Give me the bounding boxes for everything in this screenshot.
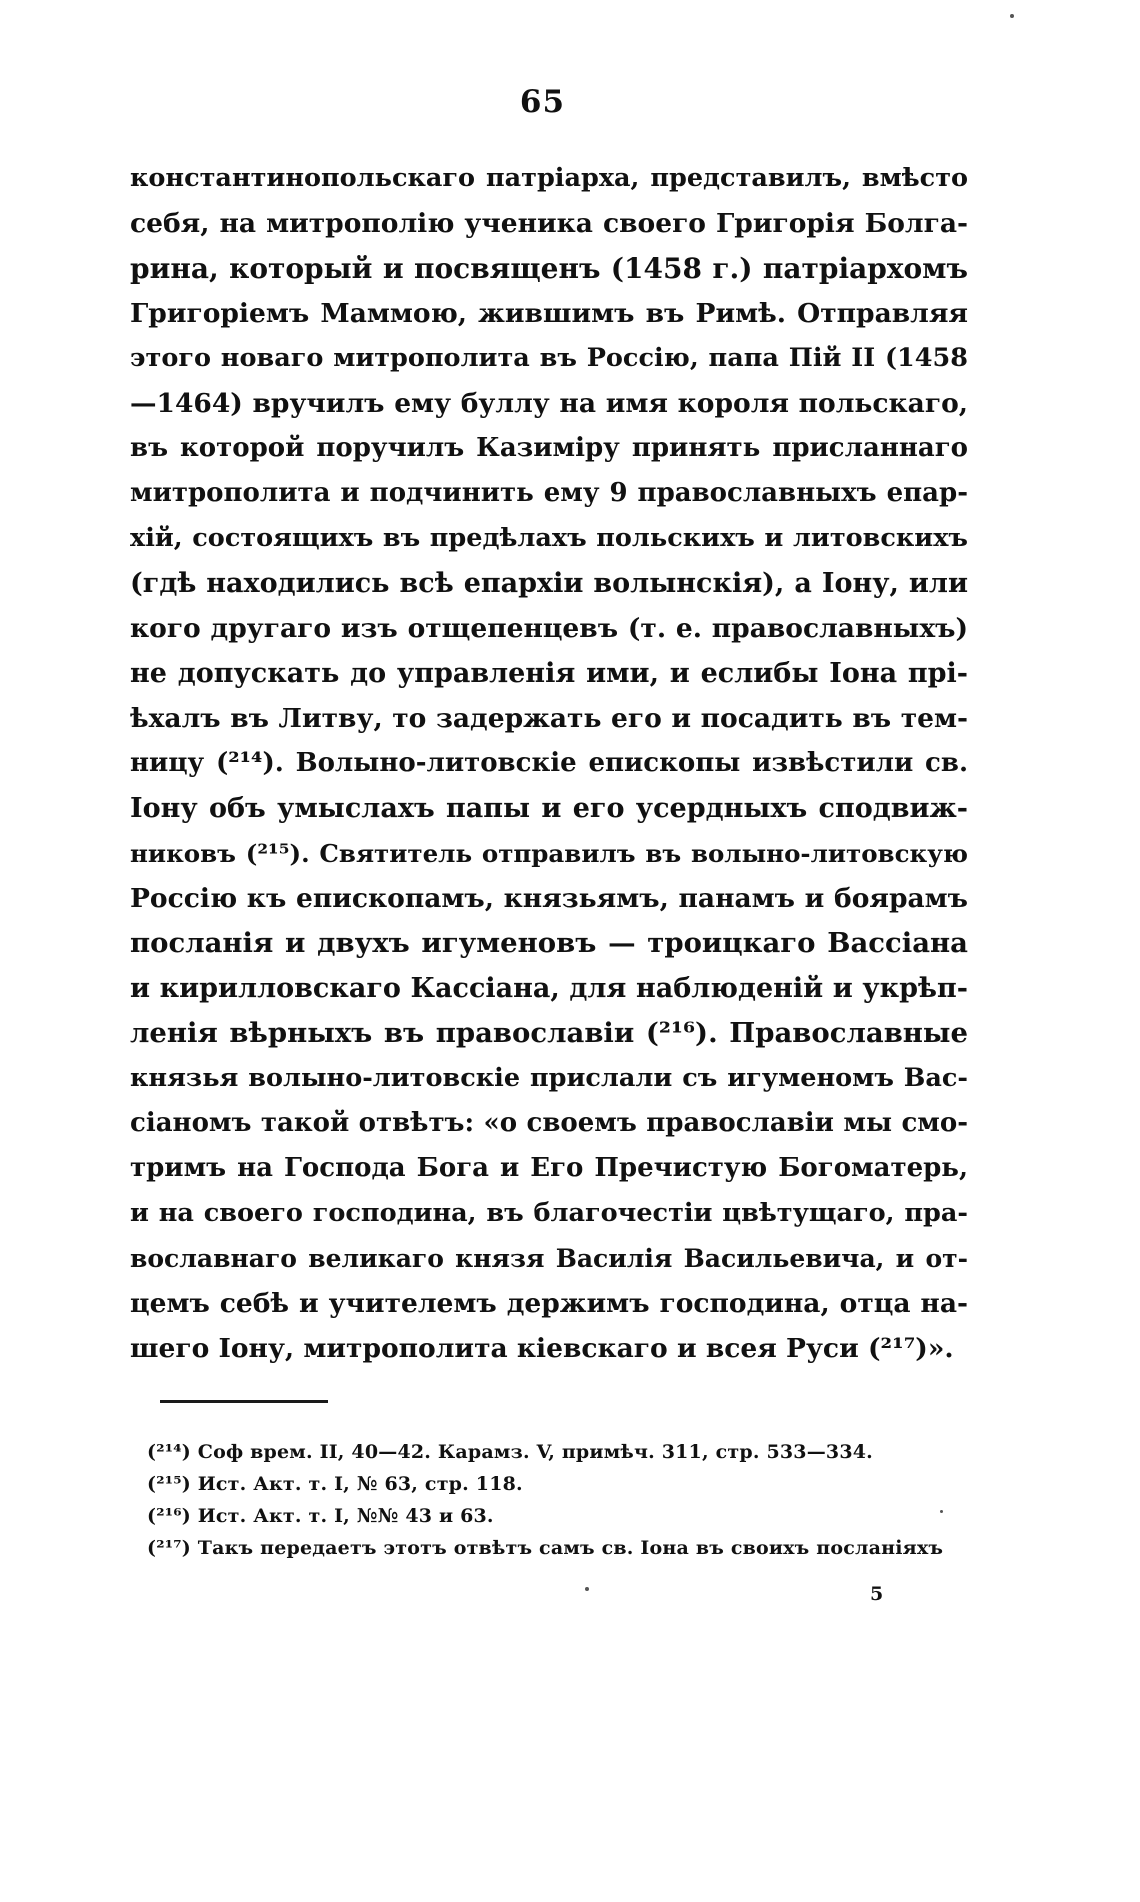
text-line: хій, состоящихъ въ предѣлахъ польскихъ и литовскихъ bbox=[130, 523, 968, 553]
text-line: митрополита и подчинить ему 9 православныхъ епар- bbox=[130, 478, 968, 508]
signature-mark: 5 bbox=[870, 1583, 884, 1605]
text-line: никовъ (²¹⁵). Святитель отправилъ въ волыно-литовскую bbox=[130, 839, 968, 868]
footnote: (²¹⁴) Соф врем. II, 40—42. Карамз. V, примѣч. 311, стр. 533—334. bbox=[147, 1441, 873, 1463]
footnote: (²¹⁵) Ист. Акт. т. I, № 63, стр. 118. bbox=[147, 1473, 523, 1495]
text-line: посланія и двухъ игуменовъ — троицкаго Вассіана bbox=[130, 927, 968, 959]
scan-speck bbox=[1010, 14, 1014, 18]
text-line: цемъ себѣ и учителемъ держимъ господина, отца на- bbox=[130, 1288, 968, 1319]
text-line: не допускать до управленія ими, и еслибы Іона прі- bbox=[130, 658, 968, 689]
text-line: константинопольскаго патріарха, представилъ, вмѣсто bbox=[130, 163, 968, 193]
text-line: Россію къ епископамъ, князьямъ, панамъ и боярамъ bbox=[130, 883, 968, 914]
footnotes bbox=[147, 1436, 967, 1564]
scan-speck bbox=[585, 1587, 589, 1591]
footnote: (²¹⁶) Ист. Акт. т. I, №№ 43 и 63. bbox=[147, 1505, 494, 1527]
text-line: рина, который и посвященъ (1458 г.) патріархомъ bbox=[130, 252, 968, 285]
text-line: —1464) вручилъ ему буллу на имя короля польскаго, bbox=[130, 388, 968, 419]
page-number: 65 bbox=[519, 84, 566, 120]
footnote: (²¹⁷) Такъ передаетъ этотъ отвѣтъ самъ св. Іона въ своихъ посланіяхъ bbox=[147, 1537, 944, 1559]
footnote-rule bbox=[160, 1400, 328, 1403]
text-line: кого другаго изъ отщепенцевъ (т. е. православныхъ) bbox=[130, 613, 968, 644]
text-line: ѣхалъ въ Литву, то задержать его и посадить въ тем- bbox=[130, 703, 968, 734]
text-line: Григоріемъ Маммою, жившимъ въ Римѣ. Отправляя bbox=[130, 298, 968, 329]
text-line: князья волыно-литовскіе прислали съ игуменомъ Вас- bbox=[130, 1063, 968, 1093]
text-line: и на своего господина, въ благочестіи цвѣтущаго, пра- bbox=[130, 1198, 968, 1228]
scan-speck bbox=[940, 1510, 943, 1513]
body-text bbox=[130, 156, 968, 1371]
text-line: вославнаго великаго князя Василія Васильевича, и от- bbox=[130, 1244, 968, 1273]
text-line: этого новаго митрополита въ Россію, папа Пій II (1458 bbox=[130, 343, 968, 373]
text-line: шего Іону, митрополита кіевскаго и всея Руси (²¹⁷)». bbox=[130, 1333, 954, 1364]
text-line: тримъ на Господа Бога и Его Пречистую Богоматерь, bbox=[130, 1153, 968, 1183]
text-line: и кирилловскаго Кассіана, для наблюденій и укрѣп- bbox=[130, 973, 968, 1004]
text-line: себя, на митрополію ученика своего Григорія Болга- bbox=[130, 208, 968, 239]
text-line: сіаномъ такой отвѣтъ: «о своемъ православіи мы смо- bbox=[130, 1108, 968, 1138]
text-line: (гдѣ находились всѣ епархіи волынскія), а Іону, или bbox=[130, 568, 968, 599]
text-line: ницу (²¹⁴). Волыно-литовскіе епископы извѣстили св. bbox=[130, 748, 968, 778]
text-line: Іону объ умыслахъ папы и его усердныхъ сподвиж- bbox=[130, 793, 968, 824]
text-line: ленія вѣрныхъ въ православіи (²¹⁶). Православные bbox=[130, 1017, 968, 1049]
text-line: въ которой поручилъ Казиміру принять присланнаго bbox=[130, 433, 968, 463]
